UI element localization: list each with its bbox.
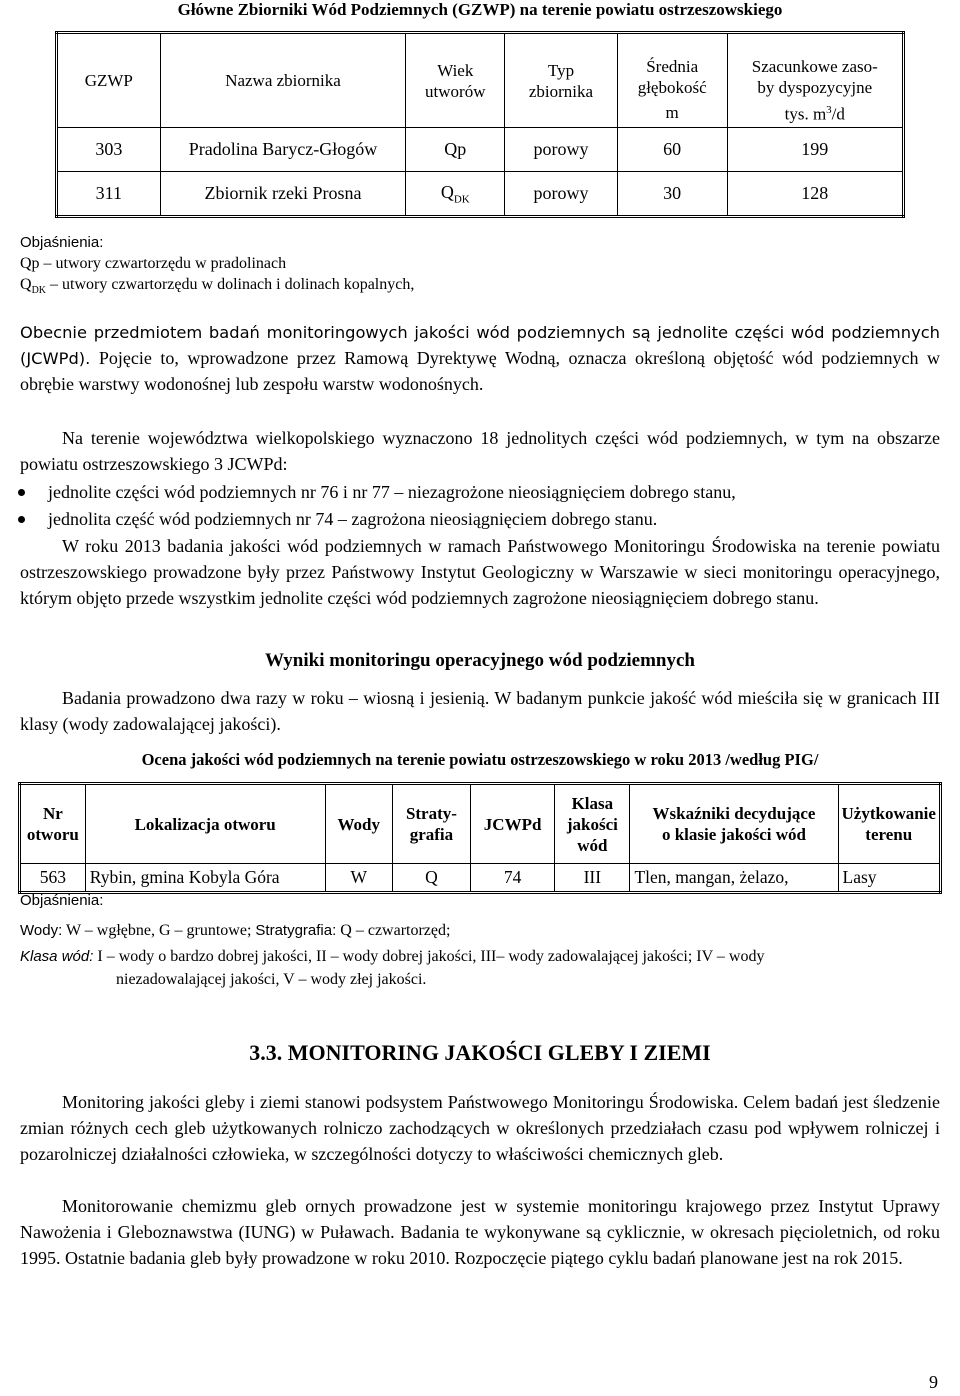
table-title: Ocena jakości wód podziemnych na terenie powiatu ostrzeszowskiego w roku 2013 /według PIG/ (141, 750, 819, 769)
cell-lokalizacja: Rybin, gmina Kobyla Góra (85, 864, 325, 893)
notes2-klasa-cont: niezadowalającej jakości, V – wody złej jakości. (116, 971, 427, 988)
cell-wiek: Qp (406, 128, 505, 172)
paragraph-soil-monitoring: Monitoring jakości gleby i ziemi stanowi podsystem Państwowego Monitoringu Środowiska. Celem badań jest śledzenie zmian różnych cech gleb użytkowanych rolniczo zachodzących w określonych przedziałach czasu pod wpływem rolniczej i pozarolniczej działalności człowieka, w szczególności dotyczy to właściwości chemicznych gleb. (20, 1092, 940, 1164)
paragraph-jcwpd: Obecnie przedmiotem badań monitoringowych jakości wód podziemnych są jednolite części wód podziemnych (JCWPd). Pojęcie to, wprowadzone przez Ramową Dyrektywę Wodną, oznacza określoną objętość wód podziemnych w obrębie warstwy wodonośnej lub zespołu warstw wodonośnych. (20, 323, 940, 394)
gzwp-table (55, 31, 905, 218)
header-zasoby-unit: tys. $m^3/d$ (727, 98, 903, 127)
notes-line-qp: Qp – utwory czwartorzędu w pradolinach (20, 255, 287, 272)
header-typ: Typ zbiornika (505, 33, 618, 128)
header-jcwpd: JCWPd (471, 784, 555, 864)
cell-jcwpd: 74 (471, 864, 555, 893)
header-nazwa: Nazwa zbiornika (160, 33, 406, 128)
header-zasoby: Szacunkowe zaso- by dyspozycyjne (727, 33, 903, 99)
cell-nazwa: Zbiornik rzeki Prosna (160, 172, 406, 217)
cell-gzwp: 311 (57, 172, 161, 217)
cell-typ: porowy (505, 172, 618, 217)
gzwp-table-header (57, 33, 904, 99)
notes2-klasa: Klasa wód: I – wody o bardzo dobrej jakości, II – wody dobrej jakości, III– wody zadowalającej jakości; IV – wody (20, 948, 765, 965)
notes2-wody: Wody: W – wgłębne, G – gruntowe; Stratygrafia: Q – czwartorzęd; (20, 922, 451, 939)
table-row (20, 864, 941, 893)
cell-klasa: III (555, 864, 630, 893)
header-lokalizacja: Lokalizacja otworu (85, 784, 325, 864)
notes-line-qdk: $Q_{DK}$ – utwory czwartorzędu w dolinach i dolinach kopalnych, (20, 276, 415, 297)
table-row (57, 128, 904, 172)
cell-glebokosc: 60 (617, 128, 727, 172)
section-heading-monitoring: Wyniki monitoringu operacyjnego wód podziemnych (265, 650, 695, 671)
header-gzwp: GZWP (57, 33, 161, 128)
paragraph-results: Badania prowadzono dwa razy w roku – wiosną i jesienią. W badanym punkcie jakość wód mieściła się w granicach III klasy (wody zadowalającej jakości). (20, 688, 940, 734)
cell-nazwa: Pradolina Barycz-Głogów (160, 128, 406, 172)
page-number: 9 (929, 1372, 938, 1392)
cell-wskazniki: Tlen, mangan, żelazo, (630, 864, 838, 893)
header-klasa: Klasa jakości wód (555, 784, 630, 864)
section-title-3-3: 3.3. MONITORING JAKOŚCI GLEBY I ZIEMI (249, 1040, 711, 1065)
quality-table (18, 782, 942, 894)
cell-gzwp: 303 (57, 128, 161, 172)
header-nr: Nr otworu (20, 784, 86, 864)
notes-label: Objaśnienia: (20, 234, 104, 251)
header-wody: Wody (325, 784, 392, 864)
bullet-dot (18, 516, 25, 523)
header-stratygrafia: Straty- grafia (392, 784, 470, 864)
bullet-dot (18, 489, 25, 496)
paragraph-pms: W roku 2013 badania jakości wód podziemnych w ramach Państwowego Monitoringu Środowiska na terenie powiatu ostrzeszowskiego prowadzone były przez Państwowy Instytut Geologiczny w Warszawie w sieci monitoringu operacyjnego, którym objęto przede wszystkim jednolite części wód podziemnych zagrożone nieosiągnięciem dobrego stanu. (20, 536, 940, 608)
cell-uzytkowanie: Lasy (838, 864, 941, 893)
quality-table-header (20, 784, 941, 864)
notes2-label: Objaśnienia: (20, 892, 104, 909)
cell-typ: porowy (505, 128, 618, 172)
header-wskazniki: Wskaźniki decydujące o klasie jakości wód (630, 784, 838, 864)
page-title: Główne Zbiorniki Wód Podziemnych (GZWP) na terenie powiatu ostrzeszowskiego (177, 0, 783, 19)
table-row (57, 172, 904, 217)
cell-wiek: $Q_{DK}$ (406, 172, 505, 217)
cell-zasoby: 128 (727, 172, 903, 217)
header-glebokosc: Średnia głębokość (617, 33, 727, 99)
cell-wody: W (325, 864, 392, 893)
cell-nr: 563 (20, 864, 86, 893)
cell-glebokosc: 30 (617, 172, 727, 217)
header-wiek: Wiek utworów (406, 33, 505, 128)
paragraph-iung: Monitorowanie chemizmu gleb ornych prowadzone jest w systemie monitoringu krajowego przez Instytut Uprawy Nawożenia i Gleboznawstwa (IUNG) w Puławach. Badania te wykonywane są cyklicznie, w okresach pięcioletnich, od roku 1995. Ostatnie badania gleb były prowadzone w roku 2010. Rozpoczęcie piątego cyklu badań planowane jest na rok 2015. (20, 1196, 940, 1268)
cell-stratygrafia: Q (392, 864, 470, 893)
header-uzytkowanie: Użytkowanie terenu (838, 784, 941, 864)
document-page: Główne Zbiorniki Wód Podziemnych (GZWP) na terenie powiatu ostrzeszowskiego GZWP Nazwa zbiornika Wiek utworów Typ zbiornika Średnia głębokość Szacunkowe zaso- by dyspozycyjne m tys. $m^3/d$ 303 Pradolina Barycz-Głogów Qp porowy 60 199 311 Zbiornik rzeki Prosna $Q_{DK}$ porowy 30 128 Objaśnienia: Qp – utwory czwartorzędu w pradolinach $Q_{DK}$ – utwory czwartorzędu w dolinach i dolinach kopalnych, Obecnie przedmiotem badań monitoringowych jakości wód podziemnych są jednolite części wód podziemnych (JCWPd). Pojęcie to, wprowadzone przez Ramową Dyrektywę Wodną, oznacza określoną objętość wód podziemnych w obrębie warstwy wodonośnej lub zespołu warstw wodonośnych. Na terenie województwa wielkopolskiego wyznaczono 18 jednolitych części wód podziemnych, w tym na obszarze powiatu ostrzeszowskiego 3 JCWPd: jednolite części wód podziemnych nr 76 i nr 77 – niezagrożone nieosiągnięciem dobrego stanu, jednolita część wód podziemnych nr 74 – zagrożona nieosiągnięciem dobrego stanu. W roku 2013 badania jakości wód podziemnych w ramach Państwowego Monitoringu Środowiska na terenie powiatu ostrzeszowskiego prowadzone były przez Państwowy Instytut Geologiczny w Warszawie w sieci monitoringu operacyjnego, którym objęto przede wszystkim jednolite części wód podziemnych zagrożone nieosiągnięciem dobrego stanu. Wyniki monitoringu operacyjnego wód podziemnych Badania prowadzono dwa razy w roku – wiosną i jesienią. W badanym punkcie jakość wód mieściła się w granicach III klasy (wody zadowalającej jakości). Ocena jakości wód podziemnych na terenie powiatu ostrzeszowskiego w roku 2013 /według PIG/ Nr otworu Lokalizacja otworu Wody Straty- grafia JCWPd Klasa jakości wód Wskaźniki decydujące o klasie jakości wód Użytkowanie terenu 563 Rybin, gmina Kobyla Góra W Q 74 III Tlen, mangan, żelazo, Lasy Objaśnienia: Wody: W – wgłębne, G – gruntowe; Stratygrafia: Q – czwartorzęd; Klasa wód: I – wody o bardzo dobrej jakości, II – wody dobrej jakości, III– wody zadowalającej jakości; IV – wody niezadowalającej jakości, V – wody złej jakości. 3.3. MONITORING JAKOŚCI GLEBY I ZIEMI Monitoring jakości gleby i ziemi stanowi podsystem Państwowego Monitoringu Środowiska. Celem badań jest śledzenie zmian różnych cech gleb użytkowanych rolniczo zachodzących w określonych przedziałach czasu pod wpływem rolniczej i pozarolniczej działalności człowieka, w szczególności dotyczy to właściwości chemicznych gleb. Monitorowanie chemizmu gleb ornych prowadzone jest w systemie monitoringu krajowego przez Instytut Uprawy Nawożenia i Gleboznawstwa (IUNG) w Puławach. Badania te wykonywane są cyklicznie, w okresach pięcioletnich, od roku 1995. Ostatnie badania gleb były prowadzone w roku 2010. Rozpoczęcie piątego cyklu badań planowane jest na rok 2015. 9 (0, 0, 960, 1396)
paragraph-wielkopolska: Na terenie województwa wielkopolskiego wyznaczono 18 jednolitych części wód podziemnych, w tym na obszarze powiatu ostrzeszowskiego 3 JCWPd: (20, 428, 940, 474)
cell-zasoby: 199 (727, 128, 903, 172)
header-glebokosc-unit: m (617, 98, 727, 127)
